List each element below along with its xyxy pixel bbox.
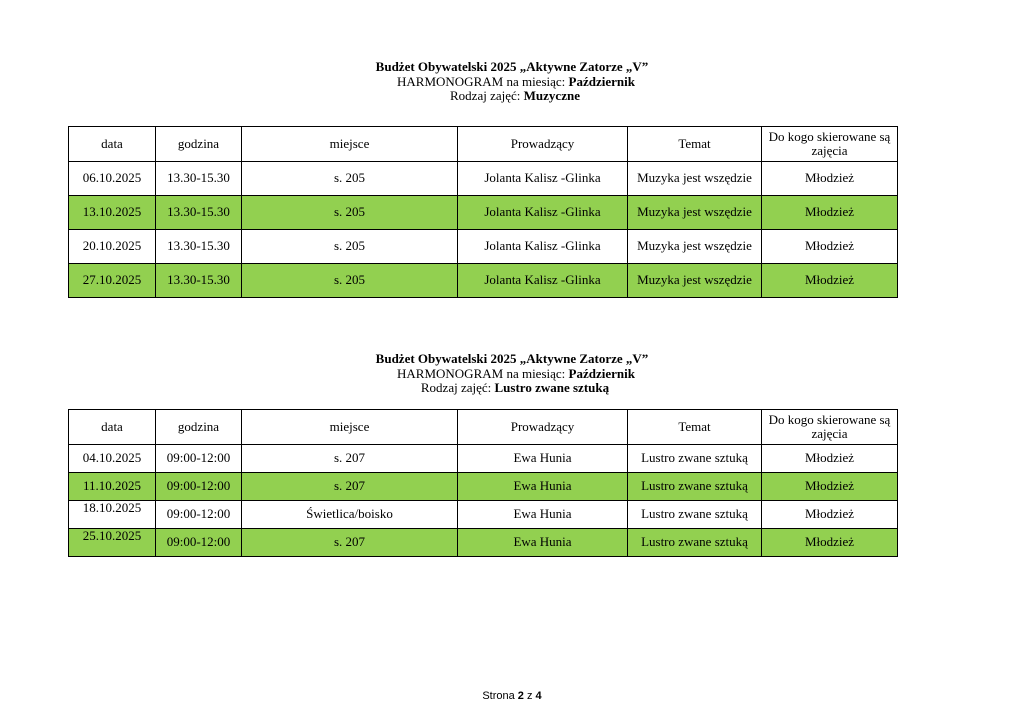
month-value: Październik — [568, 365, 635, 381]
cell-instructor: Ewa Hunia — [458, 501, 628, 529]
header-title: Budżet Obywatelski 2025 „Aktywne Zatorze „V” — [375, 59, 649, 74]
cell-time: 09:00-12:00 — [156, 501, 242, 529]
column-header: miejsce — [242, 127, 458, 162]
cell-place: s. 205 — [242, 196, 458, 230]
cell-place: s. 205 — [242, 230, 458, 264]
cell-time: 09:00-12:00 — [156, 529, 242, 557]
table-row — [69, 473, 898, 501]
table-row — [69, 196, 898, 230]
cell-audience: Młodzież — [762, 264, 898, 298]
schedule-table — [68, 126, 898, 298]
column-header: Temat — [628, 410, 762, 445]
page-footer — [0, 690, 1024, 702]
cell-date: 04.10.2025 — [69, 445, 156, 473]
column-header: godzina — [156, 410, 242, 445]
cell-topic: Lustro zwane sztuką — [628, 529, 762, 557]
section-header — [0, 352, 1024, 396]
header-month-line — [0, 75, 1024, 90]
cell-audience: Młodzież — [762, 529, 898, 557]
cell-topic: Muzyka jest wszędzie — [628, 196, 762, 230]
cell-topic: Lustro zwane sztuką — [628, 445, 762, 473]
cell-audience: Młodzież — [762, 230, 898, 264]
cell-date: 06.10.2025 — [69, 162, 156, 196]
month-label: HARMONOGRAM na miesiąc: — [397, 73, 569, 89]
cell-audience: Młodzież — [762, 162, 898, 196]
footer-prefix: Strona — [482, 690, 518, 702]
cell-date: 20.10.2025 — [69, 230, 156, 264]
cell-instructor: Jolanta Kalisz -Glinka — [458, 162, 628, 196]
schedule-section-art — [0, 351, 1024, 550]
header-month-line — [0, 367, 1024, 382]
cell-topic: Muzyka jest wszędzie — [628, 264, 762, 298]
cell-time: 09:00-12:00 — [156, 445, 242, 473]
schedule-table — [68, 409, 898, 557]
month-label: HARMONOGRAM na miesiąc: — [397, 365, 569, 381]
cell-instructor: Ewa Hunia — [458, 529, 628, 557]
cell-place: s. 205 — [242, 162, 458, 196]
cell-place: s. 205 — [242, 264, 458, 298]
cell-topic: Muzyka jest wszędzie — [628, 230, 762, 264]
column-header: Do kogo skierowane są zajęcia — [762, 127, 898, 162]
header-type-line — [0, 381, 1024, 396]
month-value: Październik — [568, 73, 635, 89]
type-value: Muzyczne — [523, 88, 580, 103]
cell-date: 11.10.2025 — [69, 473, 156, 501]
type-value: Lustro zwane sztuką — [494, 380, 610, 395]
header-title: Budżet Obywatelski 2025 „Aktywne Zatorze „V” — [375, 351, 649, 366]
type-label: Rodzaj zajęć: — [420, 380, 495, 395]
cell-audience: Młodzież — [762, 473, 898, 501]
column-header: Prowadzący — [458, 127, 628, 162]
cell-audience: Młodzież — [762, 196, 898, 230]
table-header-row — [69, 127, 898, 162]
footer-page-number: 2 — [517, 690, 524, 702]
table-row — [69, 230, 898, 264]
column-header: miejsce — [242, 410, 458, 445]
column-header: godzina — [156, 127, 242, 162]
table-row — [69, 501, 898, 529]
column-header: data — [69, 410, 156, 445]
cell-instructor: Jolanta Kalisz -Glinka — [458, 264, 628, 298]
table-row — [69, 445, 898, 473]
cell-date: 27.10.2025 — [69, 264, 156, 298]
cell-date: 18.10.2025 — [69, 501, 156, 529]
footer-page-total: 4 — [535, 690, 542, 702]
cell-topic: Lustro zwane sztuką — [628, 501, 762, 529]
cell-instructor: Ewa Hunia — [458, 473, 628, 501]
cell-place: s. 207 — [242, 445, 458, 473]
section-header — [0, 60, 1024, 104]
cell-time: 13.30-15.30 — [156, 264, 242, 298]
cell-time: 13.30-15.30 — [156, 196, 242, 230]
cell-place: s. 207 — [242, 473, 458, 501]
cell-instructor: Jolanta Kalisz -Glinka — [458, 196, 628, 230]
cell-audience: Młodzież — [762, 501, 898, 529]
table-row — [69, 529, 898, 557]
column-header: Temat — [628, 127, 762, 162]
cell-place: s. 207 — [242, 529, 458, 557]
schedule-section-music — [0, 59, 1024, 288]
type-label: Rodzaj zajęć: — [450, 88, 524, 103]
table-row — [69, 162, 898, 196]
table-row — [69, 264, 898, 298]
column-header: data — [69, 127, 156, 162]
cell-topic: Muzyka jest wszędzie — [628, 162, 762, 196]
header-type-line — [0, 89, 1024, 104]
cell-time: 13.30-15.30 — [156, 162, 242, 196]
cell-instructor: Jolanta Kalisz -Glinka — [458, 230, 628, 264]
cell-audience: Młodzież — [762, 445, 898, 473]
cell-topic: Lustro zwane sztuką — [628, 473, 762, 501]
table-header-row — [69, 410, 898, 445]
cell-date: 13.10.2025 — [69, 196, 156, 230]
cell-instructor: Ewa Hunia — [458, 445, 628, 473]
cell-time: 09:00-12:00 — [156, 473, 242, 501]
cell-date: 25.10.2025 — [69, 529, 156, 557]
cell-place: Świetlica/boisko — [242, 501, 458, 529]
cell-time: 13.30-15.30 — [156, 230, 242, 264]
column-header: Do kogo skierowane są zajęcia — [762, 410, 898, 445]
column-header: Prowadzący — [458, 410, 628, 445]
footer-separator: z — [523, 690, 536, 702]
